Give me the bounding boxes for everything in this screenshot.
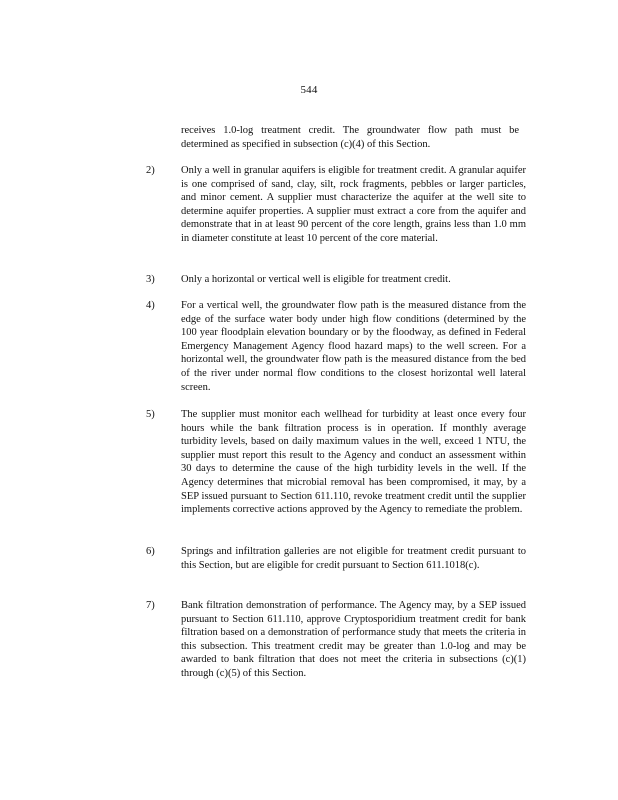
list-item-text: Bank filtration demonstration of performance. The Agency may, by a SEP issued pursuant to Section 611.110, approve Cryptosporidium treatment credit for bank filtration based on a demonstration of performance study that meets the criteria in this subsection. This treatment credit may be greater than 1.0-log and may be awarded to bank filtration that does not meet the criteria in subsections (c)(1) through (c)(5) of this Section.	[181, 600, 526, 679]
list-item-number: 3)	[146, 274, 155, 285]
list-item-number: 2)	[146, 165, 155, 176]
list-item-text: The supplier must monitor each wellhead for turbidity at least once every four hours while the bank filtration process is in operation. If monthly average turbidity levels, based on daily maximum values in the well, exceed 1 NTU, the supplier must report this result to the Agency and conduct an assessment within 30 days to determine the cause of the high turbidity levels in the well. If the Agency determines that microbial removal has been compromised, it may, by a SEP issued pursuant to Section 611.110, revoke treatment credit until the supplier implements corrective actions approved by the Agency to remediate the problem.	[181, 409, 526, 516]
list-item-number: 5)	[146, 409, 155, 420]
list-item-number: 4)	[146, 300, 155, 311]
list-item-text: Only a horizontal or vertical well is eligible for treatment credit.	[181, 274, 451, 285]
page-number: 544	[300, 84, 318, 96]
list-item-number: 6)	[146, 546, 155, 557]
list-item-text: Only a well in granular aquifers is eligible for treatment credit. A granular aquifer is one comprised of sand, clay, silt, rock fragments, pebbles or larger particles, and minor cement. A supplier must characterize the aquifer at the well site to determine aquifer properties. A supplier must extract a core from the aquifer and demonstrate that in at least 90 percent of the core length, grains less than 1.0 mm in diameter constitute at least 10 percent of the core material.	[181, 165, 526, 244]
continued-paragraph: receives 1.0-log treatment credit. The groundwater flow path must be determined as specified in subsection (c)(4) of this Section.	[181, 125, 519, 150]
list-item-text: For a vertical well, the groundwater flow path is the measured distance from the edge of the surface water body under high flow conditions (determined by the 100 year floodplain elevation boundary or by the floodway, as defined in Federal Emergency Management Agency flood hazard maps) to the well screen. For a horizontal well, the groundwater flow path is the measured distance from the bed of the river under normal flow conditions to the closest horizontal well lateral screen.	[181, 300, 526, 393]
list-item-number: 7)	[146, 600, 155, 611]
list-item-text: Springs and infiltration galleries are not eligible for treatment credit pursuant to this Section, but are eligible for credit pursuant to Section 611.1018(c).	[181, 546, 526, 571]
